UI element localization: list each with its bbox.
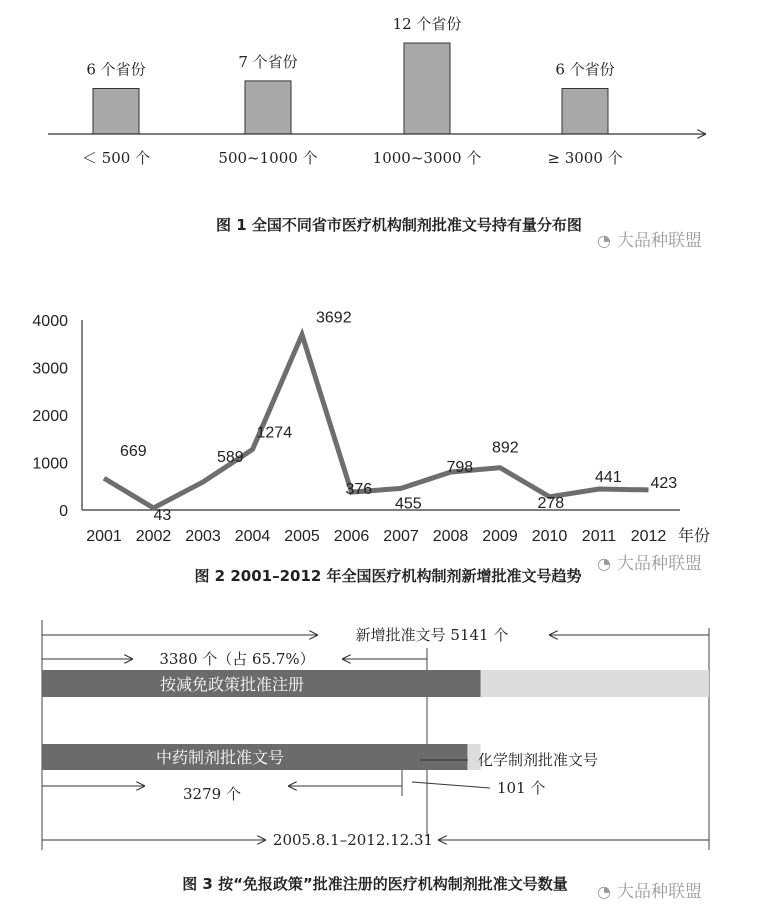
f2-data-label: 278	[537, 494, 565, 512]
f2-x-label: 年份	[678, 528, 711, 545]
f3-part-label: 3380 个（占 65.7%）	[159, 650, 315, 668]
f1-data-label: 12 个省份	[392, 15, 462, 33]
f1-data-label: 7 个省份	[238, 52, 298, 71]
f2-series-line	[104, 335, 649, 508]
f2-data-label: 423	[650, 474, 678, 492]
f2-y-ticks	[32, 313, 68, 520]
f1-bar	[562, 89, 608, 135]
f1-category-label: 1000~3000 个	[372, 149, 482, 167]
f2-x-tick-label: 2004	[234, 528, 271, 545]
f2-x-tick-label: 2012	[630, 528, 667, 545]
figure-2	[32, 310, 710, 585]
f3-tcm-label: 3279 个	[183, 785, 241, 803]
f1-data-label: 6 个省份	[86, 60, 146, 79]
f2-y-tick-label: 4000	[32, 313, 68, 330]
figure-1	[48, 15, 706, 234]
f1-bars	[82, 15, 623, 167]
f2-x-tick-label: 2006	[333, 528, 370, 545]
f2-y-tick-label: 2000	[32, 408, 68, 425]
f2-x-tick-label: 2009	[482, 528, 518, 545]
wechat-icon: ◔	[597, 554, 611, 573]
f3-total-label: 新增批准文号 5141 个	[355, 626, 509, 644]
f1-bar	[404, 43, 450, 134]
f1-bar	[93, 89, 139, 135]
f3-chem-count-pointer	[412, 782, 490, 788]
f2-x-tick-label: 2001	[86, 528, 122, 545]
f3-chem-label: 化学制剂批准文号	[478, 751, 599, 769]
f2-data-label: 43	[153, 506, 172, 524]
f3-period-label: 2005.8.1–2012.12.31	[272, 831, 434, 849]
f3-chem-count: 101 个	[497, 779, 546, 797]
watermark-1	[597, 231, 702, 251]
f3-row1-label: 按减免政策批准注册	[159, 675, 305, 694]
f2-x-tick-label: 2005	[284, 528, 320, 545]
f2-data-label: 441	[595, 469, 622, 487]
f1-category-label: ＜ 500 个	[81, 149, 151, 167]
f1-bar	[245, 81, 291, 134]
f2-y-tick-label: 0	[59, 503, 68, 520]
f2-x-tick-label: 2003	[185, 528, 221, 545]
f2-x-tick-label: 2010	[531, 528, 568, 545]
f2-x-tick-label: 2008	[432, 528, 469, 545]
f2-x-tick-label: 2007	[383, 528, 419, 545]
f2-data-label: 3692	[316, 309, 352, 327]
f2-y-tick-label: 3000	[32, 360, 68, 378]
watermark-3	[597, 882, 702, 902]
f2-x-ticks	[86, 528, 666, 545]
f2-data-label: 455	[395, 495, 422, 513]
f2-y-tick-label: 1000	[32, 455, 68, 473]
watermark-text: 大品种联盟	[617, 882, 702, 902]
watermark-text: 大品种联盟	[617, 554, 702, 574]
f3-row2-label: 中药制剂批准文号	[155, 748, 285, 767]
f2-data-label: 376	[345, 481, 373, 499]
f3-caption: 图 3 按“免报政策”批准注册的医疗机构制剂批准文号数量	[182, 875, 568, 893]
f1-category-label: 500~1000 个	[218, 149, 318, 167]
f1-caption: 图 1 全国不同省市医疗机构制剂批准文号持有量分布图	[216, 216, 582, 234]
f1-category-label: ≥ 3000 个	[547, 149, 623, 167]
wechat-icon: ◔	[597, 231, 611, 250]
f2-data-label: 1274	[256, 424, 293, 442]
f2-data-label: 892	[492, 439, 519, 457]
watermark-text: 大品种联盟	[617, 231, 702, 251]
f1-data-label: 6 个省份	[555, 60, 615, 79]
f2-caption: 图 2 2001–2012 年全国医疗机构制剂新增批准文号趋势	[194, 567, 582, 585]
f2-data-label: 798	[446, 459, 474, 477]
f3-row1-rest-bar	[481, 670, 709, 697]
f2-data-label: 669	[120, 443, 147, 461]
f2-x-tick-label: 2002	[135, 528, 172, 545]
f2-data-label: 589	[217, 449, 244, 467]
f2-x-tick-label: 2011	[581, 528, 617, 545]
watermark-2	[597, 554, 702, 574]
wechat-icon: ◔	[597, 882, 611, 901]
figure-3	[42, 620, 709, 893]
